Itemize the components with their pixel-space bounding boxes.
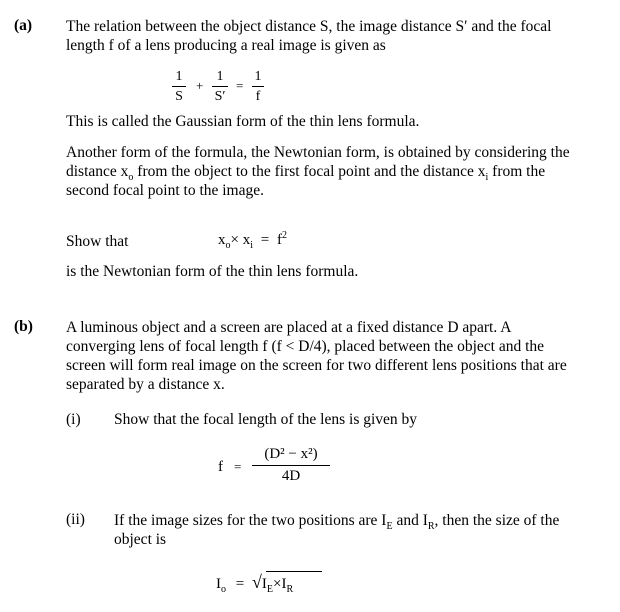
show-that-label: Show that — [66, 233, 129, 250]
sub-i-text: Show that the focal length of the lens is given by — [114, 411, 418, 428]
sub-ii-text: If the image sizes for the two positions are $I_E$ and $I_R$, then the size of the object is — [114, 512, 560, 548]
newtonian-intro: Another form of the formula, the Newtonian form, is obtained by considering the distance $x_o$ from the object to the first focal point and the distance $x_i$ from the second focal point to the image. — [66, 144, 570, 199]
part-a-intro-line2: length f of a lens producing a real image is given as — [66, 37, 386, 54]
sqrt-bar — [266, 571, 322, 572]
sub-ii-label: (ii) — [66, 511, 85, 528]
sub-i-label: (i) — [66, 411, 81, 428]
plus-sign: + — [196, 78, 204, 93]
fraction-one-over-f: 1 f — [252, 69, 264, 104]
gaussian-note: This is called the Gaussian form of the thin lens formula. — [66, 113, 420, 130]
equals-sign: = — [236, 78, 244, 93]
part-a-intro — [66, 17, 596, 55]
newtonian-formula: $x_o\times x_i = f^2$ — [218, 230, 287, 251]
fraction-one-over-s-prime: 1 S′ — [212, 69, 228, 104]
part-a-intro-line1: The relation between the object distance S, the image distance S′ and the focal — [66, 18, 552, 35]
part-b-intro: A luminous object and a screen are placed at a fixed distance D apart. A converging lens of focal length f (f < D/4), placed between the object and the screen will form real image on the screen for two different lens positions that are separated by a distance x. — [66, 319, 567, 393]
focal-fraction: (D² − x²) 4D — [252, 446, 330, 485]
sqrt-symbol: √ — [251, 572, 262, 592]
fraction-one-over-s: 1 S — [172, 69, 186, 104]
part-b-label: (b) — [14, 318, 33, 335]
part-a-label: (a) — [14, 17, 33, 34]
object-size-formula: $I_o = √I_E\times I_R$ — [216, 572, 294, 595]
newtonian-note: is the Newtonian form of the thin lens formula. — [66, 263, 359, 280]
